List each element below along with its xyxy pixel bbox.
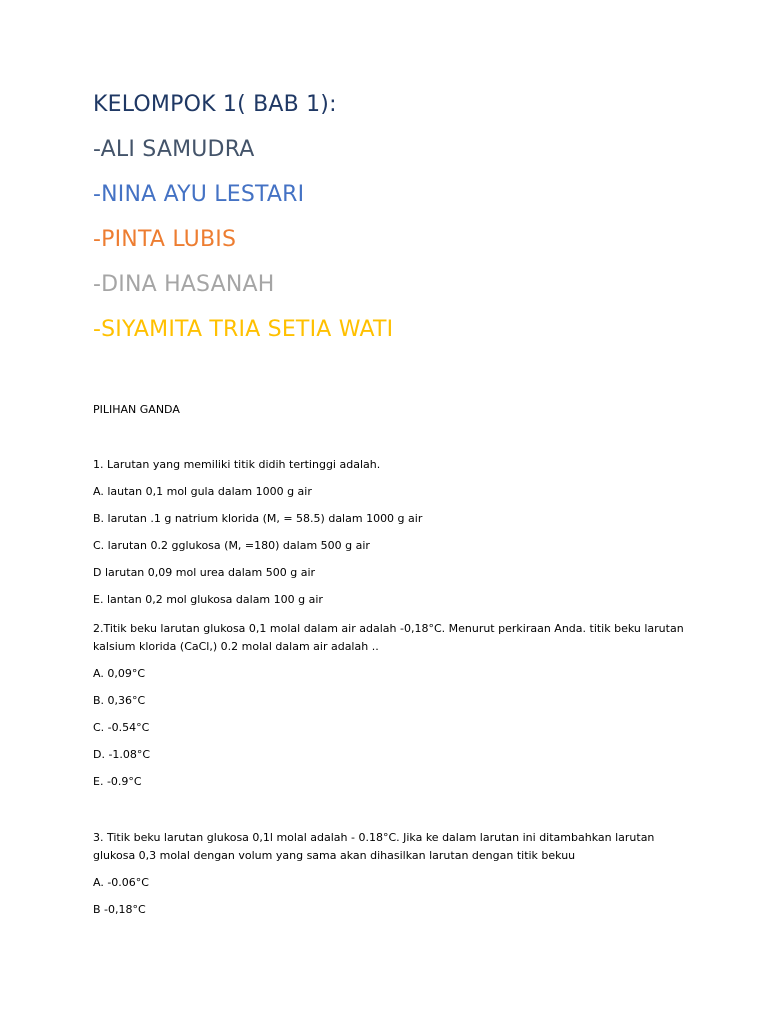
answer-option: A. -0.06°C xyxy=(93,876,149,889)
question-text: 2.Titik beku larutan glukosa 0,1 molal dalam air adalah -0,18°C. Menurut perkiraan Anda. titik beku larutan kalsium klorida (CaCl,) 0.2 molal dalam air adalah .. xyxy=(93,622,684,653)
member-name: -ALI SAMUDRA xyxy=(93,137,255,162)
answer-option: C. larutan 0.2 gglukosa (M, =180) dalam 500 g air xyxy=(93,539,370,552)
question-text: 3. Titik beku larutan glukosa 0,1l molal adalah - 0.18°C. Jika ke dalam larutan ini ditambahkan larutan glukosa 0,3 molal dengan volum yang sama akan dihasilkan larutan dengan titik bekuu xyxy=(93,831,655,862)
answer-option: D. -1.08°C xyxy=(93,748,151,761)
answer-option: B -0,18°C xyxy=(93,903,146,916)
answer-option: E. -0.9°C xyxy=(93,775,142,788)
member-name: -NINA AYU LESTARI xyxy=(93,182,305,207)
member-name: -SIYAMITA TRIA SETIA WATI xyxy=(93,317,394,342)
member-name: -PINTA LUBIS xyxy=(93,227,237,252)
answer-option: A. 0,09°C xyxy=(93,667,145,680)
answer-option: E. lantan 0,2 mol glukosa dalam 100 g air xyxy=(93,593,323,606)
answer-option: D larutan 0,09 mol urea dalam 500 g air xyxy=(93,566,316,579)
section-label: PILIHAN GANDA xyxy=(93,403,180,416)
answer-option: C. -0.54°C xyxy=(93,721,150,734)
answer-option: B. 0,36°C xyxy=(93,694,146,707)
member-name: -DINA HASANAH xyxy=(93,272,275,297)
answer-option: A. lautan 0,1 mol gula dalam 1000 g air xyxy=(93,485,312,498)
question-text: 1. Larutan yang memiliki titik didih tertinggi adalah. xyxy=(93,458,381,471)
group-title: KELOMPOK 1( BAB 1): xyxy=(93,92,337,117)
answer-option: B. larutan .1 g natrium klorida (M, = 58.5) dalam 1000 g air xyxy=(93,512,423,525)
